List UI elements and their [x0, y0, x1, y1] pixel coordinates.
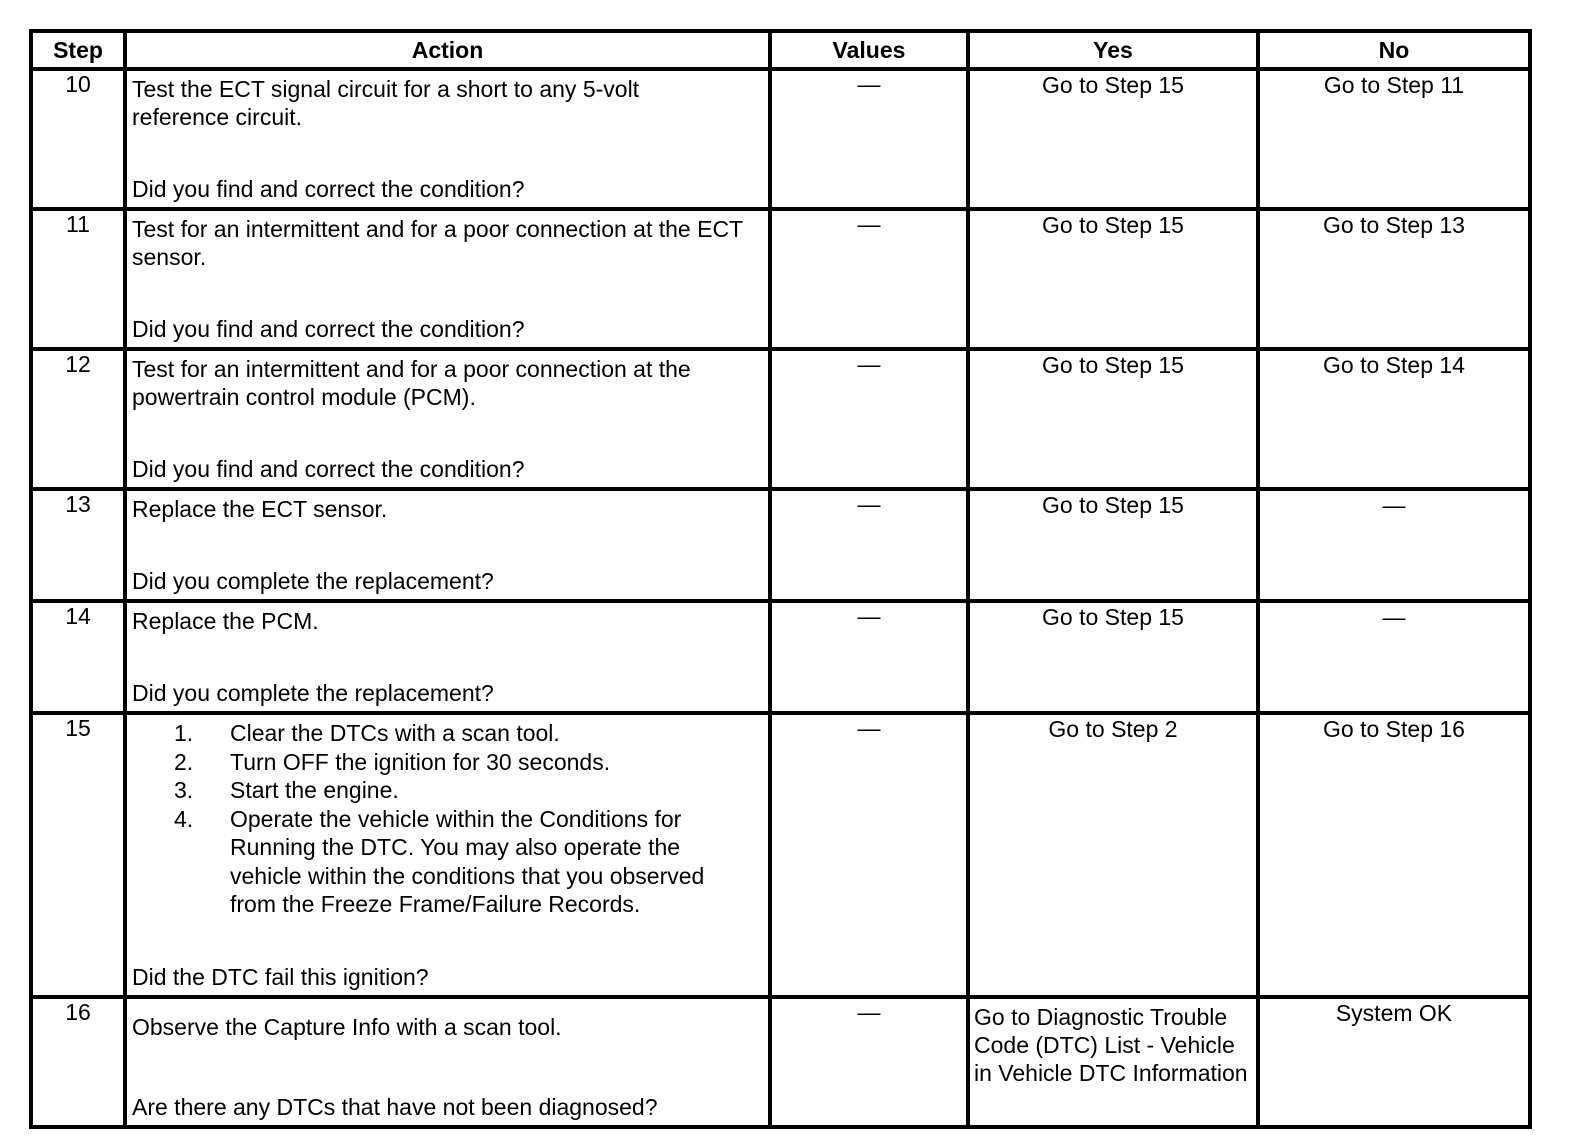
action-text: Replace the PCM.	[132, 608, 319, 634]
list-item	[174, 719, 762, 748]
list-text: Start the engine.	[230, 777, 399, 803]
action-cell	[125, 69, 770, 209]
header-step: Step	[31, 31, 125, 69]
action-cell	[125, 713, 770, 997]
list-item	[174, 805, 750, 919]
step-number: 12	[31, 349, 125, 489]
no-cell	[1258, 997, 1530, 1127]
no-cell	[1258, 489, 1530, 601]
yes-cell	[968, 489, 1258, 601]
step-number: 15	[31, 713, 125, 997]
step-number: 11	[31, 209, 125, 349]
values-cell: —	[770, 997, 968, 1127]
yes-link[interactable]: Go to Step 15	[1042, 352, 1184, 378]
no-value: —	[1382, 604, 1406, 630]
action-cell	[125, 601, 770, 713]
no-link[interactable]: Go to Step 16	[1323, 716, 1465, 742]
action-question: Did you find and correct the condition?	[132, 456, 525, 482]
action-question: Did the DTC fail this ignition?	[132, 964, 429, 990]
action-text: Test for an intermittent and for a poor connection at the powertrain control module (PCM).	[132, 356, 691, 410]
yes-cell	[968, 997, 1258, 1127]
action-question: Are there any DTCs that have not been diagnosed?	[132, 1094, 658, 1120]
yes-link[interactable]: Go to Step 15	[1042, 492, 1184, 518]
yes-cell	[968, 349, 1258, 489]
values-cell: —	[770, 349, 968, 489]
header-values: Values	[770, 31, 968, 69]
no-value: —	[1382, 492, 1406, 518]
step-number: 10	[31, 69, 125, 209]
values-cell: —	[770, 69, 968, 209]
list-number: 2.	[174, 748, 194, 775]
list-number: 4.	[174, 805, 194, 832]
yes-link[interactable]: Go to Step 15	[1042, 604, 1184, 630]
action-question: Did you find and correct the condition?	[132, 316, 525, 342]
table-row	[31, 601, 1530, 713]
step-number: 14	[31, 601, 125, 713]
table-row	[31, 349, 1530, 489]
action-text: Test the ECT signal circuit for a short to any 5-volt reference circuit.	[132, 76, 640, 130]
list-text: Turn OFF the ignition for 30 seconds.	[230, 748, 611, 775]
list-item	[174, 748, 762, 777]
yes-cell	[968, 69, 1258, 209]
no-link[interactable]: Go to Step 11	[1323, 72, 1465, 98]
action-steps-list	[132, 719, 762, 919]
action-cell	[125, 489, 770, 601]
yes-cell	[968, 601, 1258, 713]
header-action: Action	[125, 31, 770, 69]
action-cell	[125, 349, 770, 489]
action-cell	[125, 997, 770, 1127]
header-yes: Yes	[968, 31, 1258, 69]
no-link[interactable]: Go to Step 13	[1323, 212, 1465, 238]
no-cell	[1258, 601, 1530, 713]
action-text: Test for an intermittent and for a poor connection at the ECT sensor.	[132, 216, 743, 270]
table-row	[31, 489, 1530, 601]
no-value: System OK	[1335, 1000, 1453, 1026]
values-cell: —	[770, 489, 968, 601]
action-question: Did you find and correct the condition?	[132, 176, 525, 202]
values-cell: —	[770, 713, 968, 997]
yes-link[interactable]: Go to Step 2	[1048, 716, 1178, 742]
yes-cell	[968, 209, 1258, 349]
values-cell: —	[770, 209, 968, 349]
table-row	[31, 997, 1530, 1127]
action-text: Replace the ECT sensor.	[132, 496, 388, 522]
action-cell	[125, 209, 770, 349]
table-row	[31, 69, 1530, 209]
yes-link[interactable]: Go to Diagnostic Trouble Code (DTC) List - Vehicle in Vehicle DTC Information	[974, 1004, 1248, 1086]
yes-link[interactable]: Go to Step 15	[1042, 72, 1184, 98]
list-text: Operate the vehicle within the Conditions for Running the DTC. You may also operate the vehicle within the conditions that you observed from the Freeze Frame/Failure Records.	[230, 805, 705, 917]
yes-link[interactable]: Go to Step 15	[1042, 212, 1184, 238]
list-item	[174, 776, 762, 805]
action-question: Did you complete the replacement?	[132, 680, 494, 706]
table-row	[31, 713, 1530, 997]
diagnostic-steps-table	[29, 29, 1532, 1129]
no-link[interactable]: Go to Step 14	[1323, 352, 1465, 378]
values-cell: —	[770, 601, 968, 713]
no-cell	[1258, 349, 1530, 489]
list-number: 3.	[174, 777, 194, 803]
step-number: 16	[31, 997, 125, 1127]
action-text: Observe the Capture Info with a scan tool.	[132, 1014, 562, 1040]
header-no: No	[1258, 31, 1530, 69]
no-cell	[1258, 69, 1530, 209]
no-cell	[1258, 209, 1530, 349]
step-number: 13	[31, 489, 125, 601]
list-number: 1.	[174, 720, 194, 746]
action-question: Did you complete the replacement?	[132, 568, 494, 594]
table-row	[31, 209, 1530, 349]
header-row	[31, 31, 1530, 69]
list-text: Clear the DTCs with a scan tool.	[230, 720, 560, 746]
yes-cell	[968, 713, 1258, 997]
no-cell	[1258, 713, 1530, 997]
